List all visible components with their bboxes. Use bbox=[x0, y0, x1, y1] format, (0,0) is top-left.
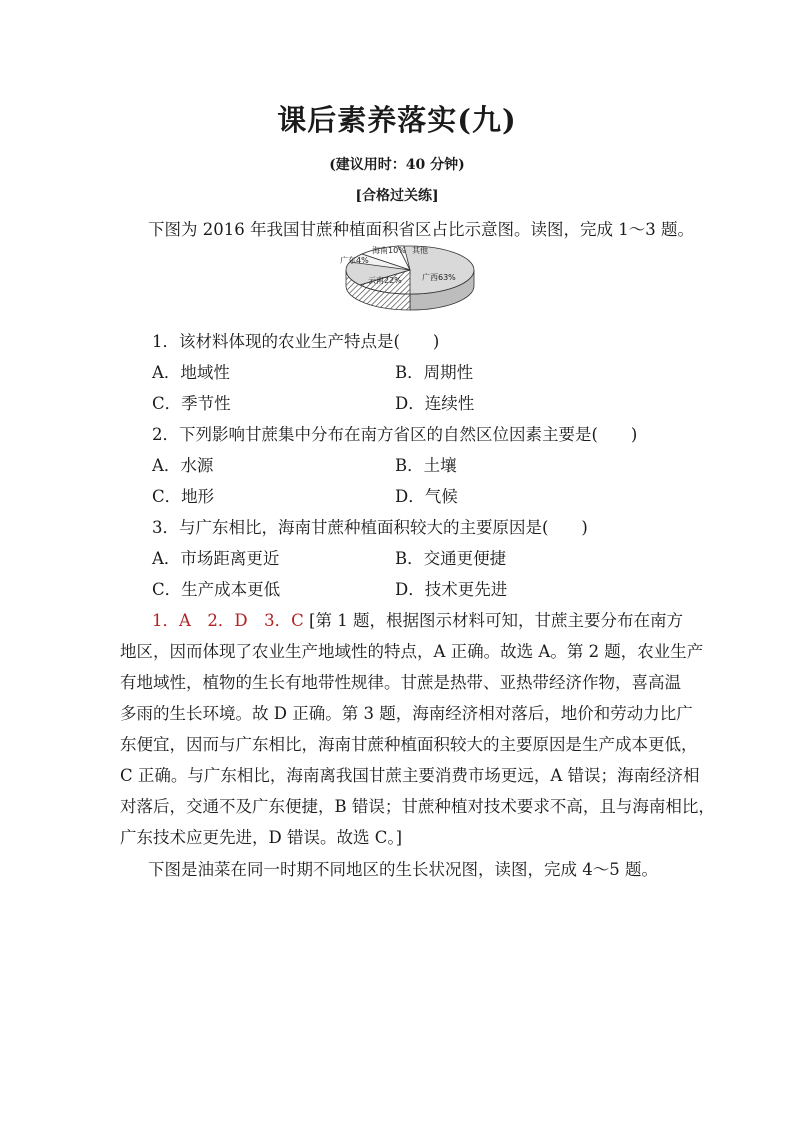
pie-label-other: 其他 bbox=[412, 246, 428, 255]
pie-chart bbox=[340, 240, 480, 316]
answer-first-line bbox=[152, 607, 683, 631]
answer-line-2: 地区，因而体现了农业生产地域性的特点，A 正确。故选 A。第 2 题，农业生产 bbox=[120, 642, 704, 661]
question-3-stem: 3．与广东相比，海南甘蔗种植面积较大的主要原因是( ) bbox=[152, 518, 588, 537]
page-title: 课后素养落实(九) bbox=[277, 103, 517, 137]
intro-paragraph-2: 下图是油菜在同一时期不同地区的生长状况图，读图，完成 4～5 题。 bbox=[148, 860, 658, 879]
time-note: (建议用时：40 分钟) bbox=[329, 157, 465, 173]
question-1-option-b: B．周期性 bbox=[395, 363, 474, 382]
question-2-option-a: A．水源 bbox=[152, 456, 214, 475]
answer-line-7: 对落后，交通不及广东便捷，B 错误；甘蔗种植对技术要求不高，且与海南相比， bbox=[120, 797, 715, 816]
answer-line-5: 东便宜，因而与广东相比，海南甘蔗种植面积较大的主要原因是生产成本更低， bbox=[120, 735, 698, 754]
intro-paragraph-1: 下图为 2016 年我国甘蔗种植面积省区占比示意图。读图，完成 1～3 题。 bbox=[148, 220, 694, 239]
question-1-option-c: C．季节性 bbox=[152, 394, 231, 413]
question-1-option-a: A．地域性 bbox=[152, 363, 230, 382]
question-2-option-b: B．土壤 bbox=[395, 456, 457, 475]
question-3-option-b: B．交通更便捷 bbox=[395, 549, 507, 568]
question-1-stem: 1．该材料体现的农业生产特点是( ) bbox=[152, 332, 440, 351]
answer-line-6: C 正确。与广东相比，海南离我国甘蔗主要消费市场更远，A 错误；海南经济相 bbox=[120, 766, 700, 785]
question-3-option-c: C．生产成本更低 bbox=[152, 580, 281, 599]
section-heading: [合格过关练] bbox=[355, 188, 439, 204]
question-1-option-d: D．连续性 bbox=[395, 394, 475, 413]
pie-label-yunnan: 云南22% bbox=[368, 276, 402, 285]
answer-line-4: 多雨的生长环境。故 D 正确。第 3 题，海南经济相对落后，地价和劳动力比广 bbox=[120, 704, 693, 723]
question-2-option-c: C．地形 bbox=[152, 487, 215, 506]
pie-label-guangdong: 广东4% bbox=[340, 256, 369, 265]
question-3-option-d: D．技术更先进 bbox=[395, 580, 508, 599]
answer-line-1: [第 1 题，根据图示材料可知，甘蔗主要分布在南方 bbox=[309, 611, 683, 630]
question-2-option-d: D．气候 bbox=[395, 487, 458, 506]
pie-label-guangxi: 广西63% bbox=[422, 273, 456, 282]
answer-line-8: 广东技术应更先进，D 错误。故选 C。] bbox=[120, 828, 403, 847]
question-3-option-a: A．市场距离更近 bbox=[152, 549, 280, 568]
pie-label-hainan: 海南10% bbox=[372, 246, 406, 255]
answer-line-3: 有地域性，植物的生长有地带性规律。甘蔗是热带、亚热带经济作物，喜高温 bbox=[120, 673, 681, 692]
question-2-stem: 2．下列影响甘蔗集中分布在南方省区的自然区位因素主要是( ) bbox=[152, 425, 638, 444]
answer-key: 1．A 2．D 3．C bbox=[152, 611, 304, 630]
